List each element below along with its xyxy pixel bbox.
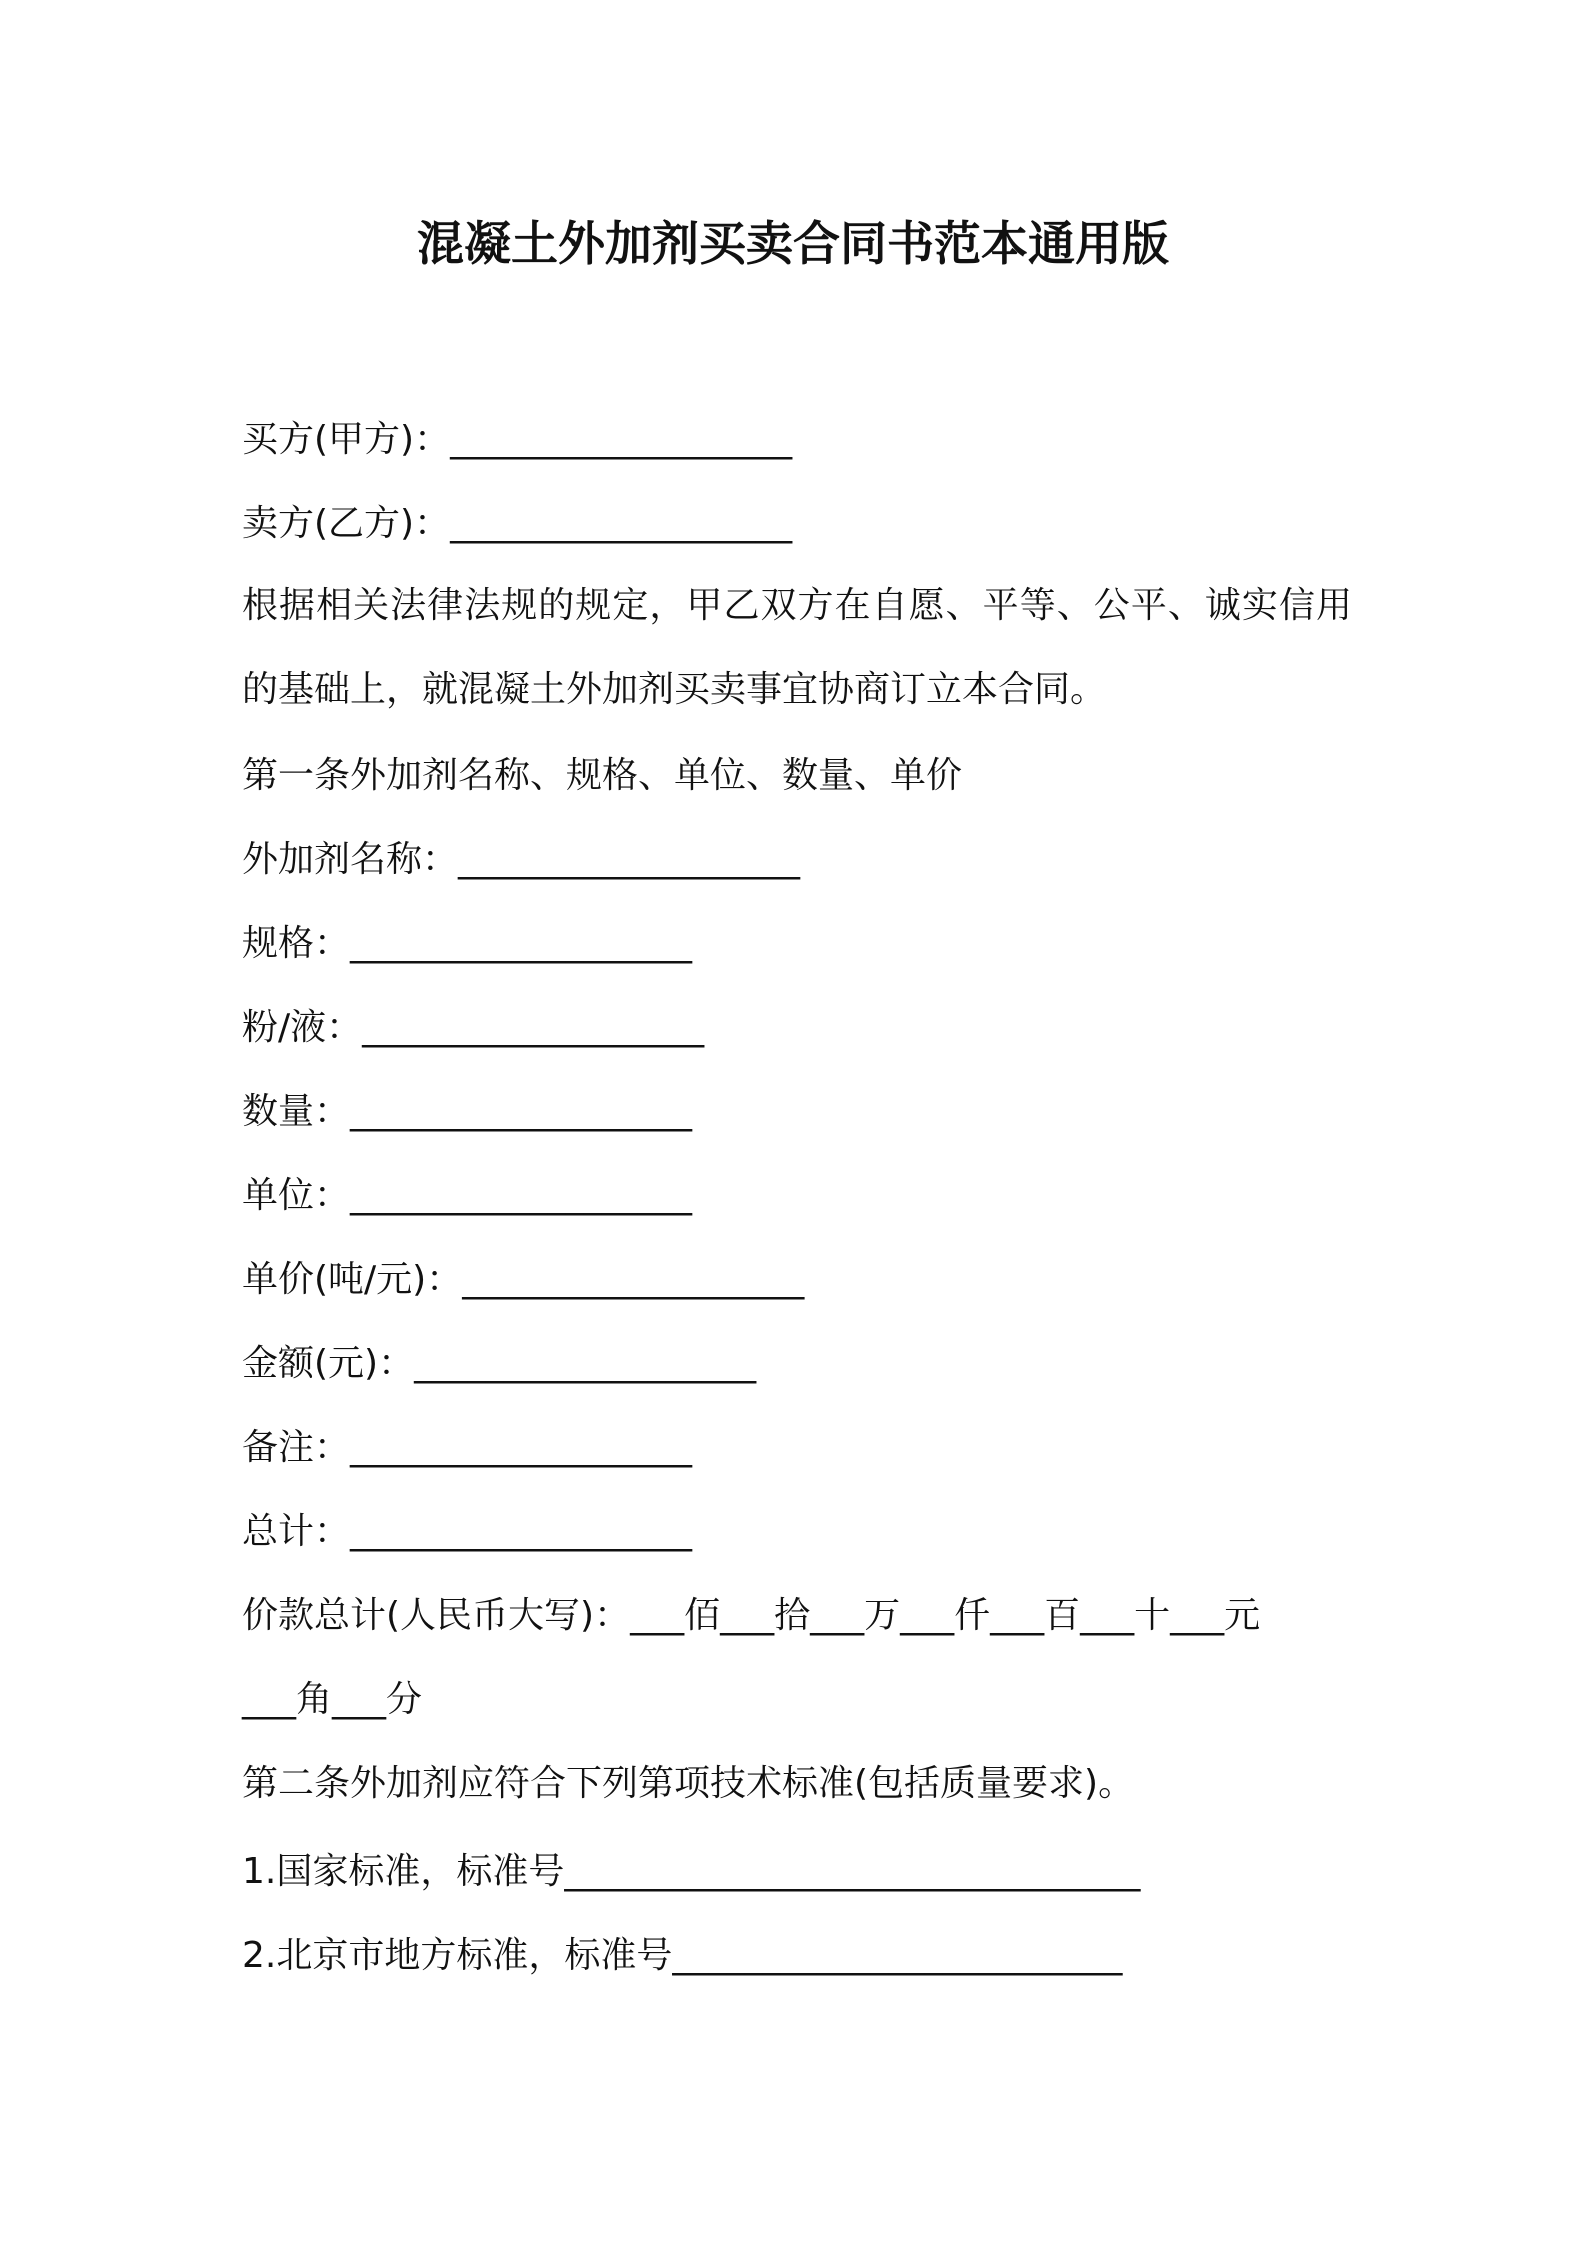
field-admixture-name: 外加剂名称：___________________: [242, 839, 801, 880]
intro-paragraph: 根据相关法律法规的规定，甲乙双方在自愿、平等、公平、诚实信用的基础上，就混凝土外加剂买卖事宜协商订立本合同。: [242, 585, 1352, 710]
field-remarks: 备注：___________________: [242, 1427, 693, 1468]
field-total: 总计：___________________: [242, 1511, 693, 1552]
field-specification: 规格：___________________: [242, 923, 693, 964]
article-1-heading: 第一条外加剂名称、规格、单位、数量、单价: [242, 755, 963, 796]
field-quantity: 数量：___________________: [242, 1091, 693, 1132]
seller-line: 卖方(乙方)：___________________: [242, 503, 793, 544]
document-title: 混凝土外加剂买卖合同书范本通用版: [417, 217, 1169, 272]
article-2-heading: 第二条外加剂应符合下列第项技术标准(包括质量要求)。: [242, 1763, 1135, 1804]
field-amount: 金额(元)：___________________: [242, 1343, 757, 1384]
price-total-line-2: ___角___分: [242, 1679, 423, 1720]
field-unit-price: 单价(吨/元)：___________________: [242, 1259, 805, 1300]
standard-beijing-line: 2.北京市地方标准，标准号_________________________: [242, 1935, 1123, 1976]
buyer-line: 买方(甲方)：___________________: [242, 419, 793, 460]
field-powder-liquid: 粉/液：___________________: [242, 1007, 705, 1048]
standard-national-line: 1.国家标准，标准号________________________________: [242, 1851, 1141, 1892]
price-total-line-1: 价款总计(人民币大写)：___佰___拾___万___仟___百___十___元: [242, 1595, 1261, 1636]
field-unit: 单位：___________________: [242, 1175, 693, 1216]
